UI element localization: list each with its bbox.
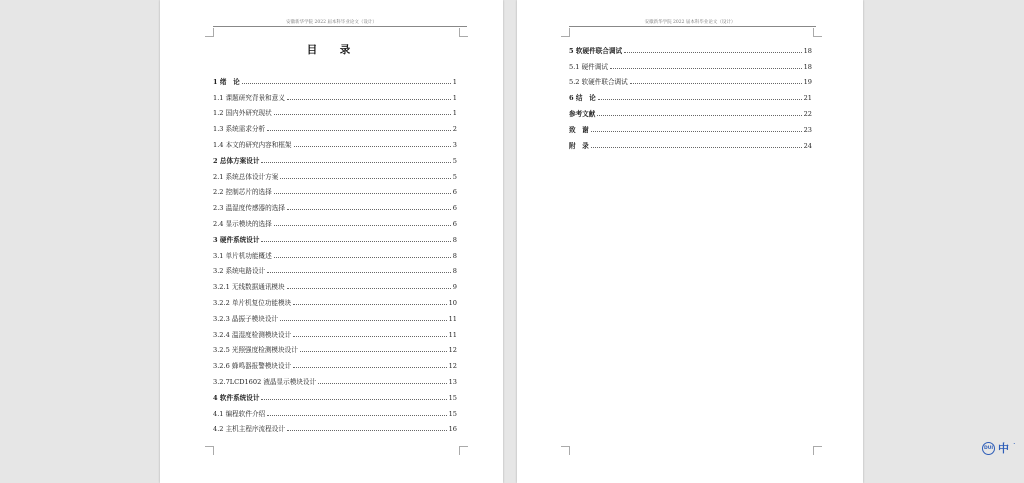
toc-entry-page: 6 <box>452 204 457 213</box>
toc-entry-page: 11 <box>448 330 457 339</box>
ime-language-indicator[interactable]: 中 <box>998 442 1009 455</box>
toc-entry-page: 2 <box>452 125 457 134</box>
toc-entry-title: 5.1 硬件调试 <box>569 62 608 71</box>
toc-leader-dots <box>274 225 451 226</box>
corner-mark <box>205 446 214 455</box>
corner-mark <box>459 28 468 37</box>
toc-leader-dots <box>300 351 447 352</box>
toc-entry-page: 8 <box>452 235 457 244</box>
toc-leader-dots <box>242 83 451 84</box>
toc-entry[interactable] <box>569 39 812 55</box>
toc-entry-title: 1.4 本文的研究内容和框架 <box>213 140 292 149</box>
corner-mark <box>813 28 822 37</box>
toc-entry-title: 3.2.5 光照强度检测模块设计 <box>213 346 298 355</box>
toc-entry[interactable] <box>213 133 457 149</box>
toc-entry-title: 参考文献 <box>569 109 596 118</box>
toc-entry-page: 1 <box>452 77 457 86</box>
toc-entry[interactable] <box>213 291 457 307</box>
toc-entry[interactable] <box>213 86 457 102</box>
corner-mark <box>459 446 468 455</box>
toc-leader-dots <box>274 257 451 258</box>
toc-entry-title: 2.2 控制芯片的选择 <box>213 188 272 197</box>
toc-entry-page: 15 <box>448 393 457 402</box>
toc-entry[interactable] <box>213 418 457 434</box>
toc-entry[interactable] <box>569 134 812 150</box>
toc-entry-page: 9 <box>452 283 457 292</box>
toc-entry-title: 4.2 主机主程序流程设计 <box>213 425 285 434</box>
toc-entry-title: 1 绪 论 <box>213 77 240 86</box>
toc-entry[interactable] <box>213 323 457 339</box>
toc-entry-page: 10 <box>448 298 457 307</box>
corner-mark <box>561 28 570 37</box>
toc-entry-page: 16 <box>448 425 457 434</box>
toc-title: 目 录 <box>306 44 357 56</box>
toc-entry[interactable] <box>569 118 812 134</box>
toc-entry-page: 8 <box>452 267 457 276</box>
toc-entry[interactable] <box>213 181 457 197</box>
toc-entry-page: 21 <box>803 94 812 103</box>
toc-leader-dots <box>598 99 802 100</box>
toc-entry-title: 3.2.2 单片机复位功能模块 <box>213 298 292 307</box>
page-header-text: 安徽新华学院 2022 届本科毕业论文（设计） <box>644 20 736 25</box>
toc-leader-dots <box>294 146 451 147</box>
toc-entry[interactable] <box>213 228 457 244</box>
toc-entry-title: 5 软硬件联合调试 <box>569 46 623 55</box>
page-header-text: 安徽新华学院 2022 届本科毕业论文（设计） <box>286 20 377 25</box>
toc-entry-page: 13 <box>448 377 457 386</box>
toc-list-left <box>213 70 457 433</box>
toc-entry-page: 1 <box>452 109 457 118</box>
toc-entry[interactable] <box>569 71 812 87</box>
toc-leader-dots <box>261 162 450 163</box>
toc-entry-title: 3 硬件系统设计 <box>213 235 260 244</box>
toc-entry-title: 3.2.6 蜂鸣器报警模块设计 <box>213 362 292 371</box>
toc-entry-page: 8 <box>452 251 457 260</box>
toc-entry-title: 1.2 国内外研究现状 <box>213 109 272 118</box>
toc-leader-dots <box>267 130 451 131</box>
toc-entry[interactable] <box>569 86 812 102</box>
toc-leader-dots <box>591 147 802 148</box>
toc-leader-dots <box>261 241 450 242</box>
toc-entry[interactable] <box>213 212 457 228</box>
toc-entry[interactable] <box>213 386 457 402</box>
corner-mark <box>205 28 214 37</box>
toc-leader-dots <box>267 415 446 416</box>
toc-leader-dots <box>624 52 802 53</box>
toc-entry-page: 18 <box>803 46 812 55</box>
toc-entry-page: 1 <box>452 93 457 102</box>
ime-toolbar[interactable] <box>982 439 1024 457</box>
toc-entry-title: 3.2.1 无线数据通讯模块 <box>213 283 285 292</box>
toc-entry-page: 5 <box>452 156 457 165</box>
toc-entry-page: 18 <box>803 62 812 71</box>
toc-leader-dots <box>287 430 447 431</box>
toc-entry[interactable] <box>213 402 457 418</box>
toc-leader-dots <box>267 272 451 273</box>
toc-entry-page: 12 <box>448 346 457 355</box>
toc-entry-page: 22 <box>803 109 812 118</box>
toc-leader-dots <box>261 399 446 400</box>
document-page-left <box>160 0 503 483</box>
toc-entry-title: 2.4 显示模块的选择 <box>213 219 272 228</box>
toc-entry[interactable] <box>213 275 457 291</box>
toc-leader-dots <box>280 178 450 179</box>
toc-entry-page: 5 <box>452 172 457 181</box>
corner-mark <box>561 446 570 455</box>
toc-entry-page: 19 <box>803 78 812 87</box>
toc-entry-page: 3 <box>452 140 457 149</box>
toc-entry[interactable] <box>213 149 457 165</box>
toc-entry[interactable] <box>213 117 457 133</box>
toc-entry-title: 4 软件系统设计 <box>213 393 260 402</box>
toc-entry[interactable] <box>213 244 457 260</box>
toc-entry[interactable] <box>569 55 812 71</box>
toc-leader-dots <box>293 367 446 368</box>
toc-leader-dots <box>630 83 802 84</box>
toc-entry[interactable] <box>213 260 457 276</box>
toc-entry-title: 2.1 系统总体设计方案 <box>213 172 279 181</box>
toc-entry-page: 23 <box>803 125 812 134</box>
toc-leader-dots <box>610 68 802 69</box>
toc-entry-title: 4.1 编程软件介绍 <box>213 409 266 418</box>
toc-entry-page: 6 <box>452 219 457 228</box>
toc-entry-title: 1.1 课题研究背景和意义 <box>213 93 285 102</box>
toc-leader-dots <box>274 114 451 115</box>
toc-entry[interactable] <box>213 102 457 118</box>
toc-entry-page: 6 <box>452 188 457 197</box>
toc-entry[interactable] <box>213 354 457 370</box>
toc-entry-title: 5.2 软硬件联合调试 <box>569 78 628 87</box>
toc-leader-dots <box>280 320 447 321</box>
toc-leader-dots <box>597 115 801 116</box>
toc-entry-title: 致 谢 <box>569 125 589 134</box>
toc-leader-dots <box>287 288 451 289</box>
toc-entry-title: 3.2.7LCD1602 液晶显示模块设计 <box>213 377 317 386</box>
toc-entry-page: 11 <box>448 314 457 323</box>
toc-entry-title: 2.3 温湿度传感器的选择 <box>213 204 285 213</box>
header-rule <box>213 26 467 27</box>
toc-entry-title: 附 录 <box>569 141 589 150</box>
toc-leader-dots <box>293 304 446 305</box>
toc-leader-dots <box>287 99 451 100</box>
toc-entry[interactable] <box>213 370 457 386</box>
document-page-right <box>517 0 863 483</box>
toc-entry-page: 12 <box>448 362 457 371</box>
toc-list-right <box>569 39 812 150</box>
toc-entry-page: 15 <box>448 409 457 418</box>
toc-entry[interactable] <box>213 196 457 212</box>
toc-leader-dots <box>274 193 451 194</box>
toc-entry[interactable] <box>213 339 457 355</box>
toc-entry[interactable] <box>569 102 812 118</box>
toc-entry-title: 3.1 单片机功能概述 <box>213 251 272 260</box>
toc-entry-title: 3.2 系统电路设计 <box>213 267 266 276</box>
header-rule <box>569 26 816 27</box>
toc-entry-title: 3.2.4 温湿度检测模块设计 <box>213 330 292 339</box>
toc-leader-dots <box>591 131 802 132</box>
corner-mark <box>813 446 822 455</box>
toc-entry-title: 1.3 系统需求分析 <box>213 125 266 134</box>
toc-leader-dots <box>318 383 446 384</box>
toc-entry[interactable] <box>213 307 457 323</box>
ime-logo-icon[interactable]: DUI <box>982 442 995 455</box>
toc-leader-dots <box>293 336 446 337</box>
toc-entry-title: 6 结 论 <box>569 94 596 103</box>
toc-leader-dots <box>287 209 451 210</box>
toc-entry[interactable] <box>213 70 457 86</box>
toc-entry-title: 2 总体方案设计 <box>213 156 260 165</box>
toc-entry-page: 24 <box>803 141 812 150</box>
toc-entry-title: 3.2.3 晶振子模块设计 <box>213 314 279 323</box>
ime-punctuation-indicator[interactable]: ˙ <box>1012 443 1017 453</box>
toc-entry[interactable] <box>213 165 457 181</box>
